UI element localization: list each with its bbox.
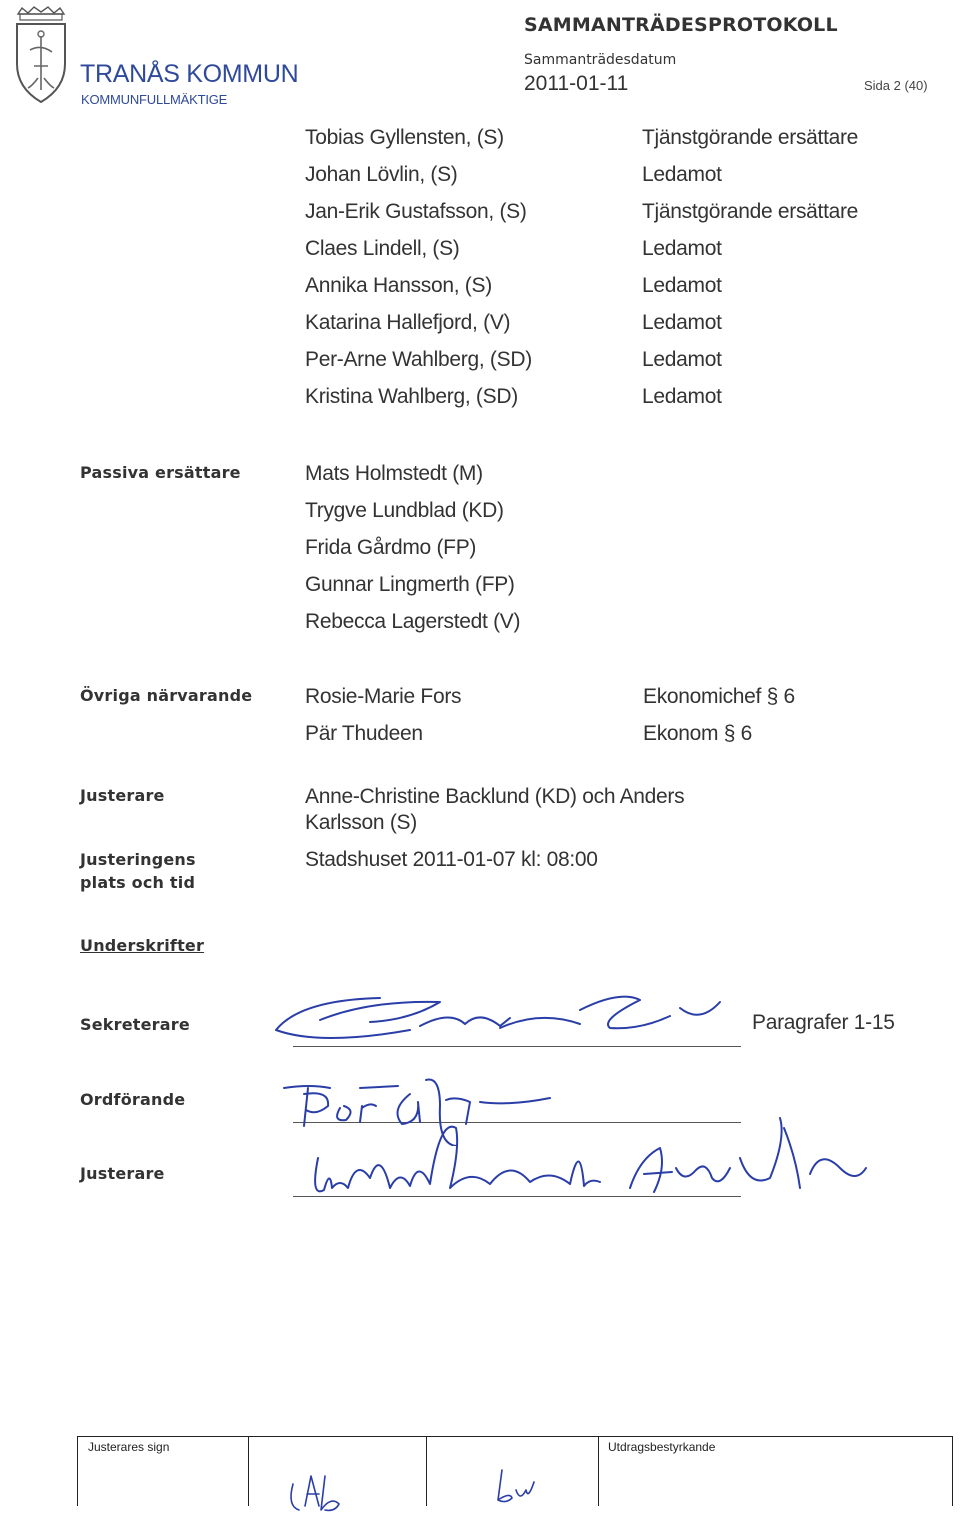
member-role: Tjänstgörande ersättare: [642, 200, 859, 223]
adjustment-place-value: Stadshuset 2011-01-07 kl: 08:00: [305, 848, 598, 871]
other-present-role: Ekonomichef § 6: [643, 685, 795, 708]
passive-substitute-name: Trygve Lundblad (KD): [305, 499, 504, 522]
other-present-role: Ekonom § 6: [643, 722, 753, 745]
municipality-name: TRANÅS KOMMUN: [80, 60, 299, 88]
member-row: [305, 311, 722, 335]
member-row: [305, 200, 859, 224]
member-row: [305, 126, 859, 150]
passive-substitute-name: Mats Holmstedt (M): [305, 462, 483, 485]
member-role: Ledamot: [642, 163, 722, 186]
member-name: Tobias Gyllensten, (S): [305, 126, 504, 149]
adjustment-place-label-line2: plats och tid: [80, 873, 196, 892]
adjusters-label: Justerare: [80, 786, 165, 805]
coat-of-arms-logo: [8, 6, 74, 106]
member-row: [305, 274, 722, 298]
passive-substitute-name: Gunnar Lingmerth (FP): [305, 573, 515, 596]
council-name: KOMMUNFULLMÄKTIGE: [81, 92, 228, 107]
other-present-name: Pär Thudeen: [305, 722, 423, 745]
member-name: Claes Lindell, (S): [305, 237, 460, 260]
secretary-paragraphs-note: Paragrafer 1-15: [752, 1011, 895, 1034]
footer-initials-2: [490, 1462, 550, 1506]
other-present-name: Rosie-Marie Fors: [305, 685, 462, 708]
member-role: Ledamot: [642, 311, 722, 334]
secretary-label: Sekreterare: [80, 1015, 190, 1034]
member-name: Katarina Hallefjord, (V): [305, 311, 511, 334]
passive-substitute-name: Frida Gårdmo (FP): [305, 536, 477, 559]
adjusters-sign-label: Justerares sign: [88, 1440, 170, 1454]
passive-substitutes-label: Passiva ersättare: [80, 463, 241, 482]
adjustment-place-label-line1: Justeringens: [80, 850, 196, 869]
meeting-date: 2011-01-11: [524, 72, 629, 95]
extract-certification-label: Utdragsbestyrkande: [608, 1440, 716, 1454]
member-row: [305, 348, 722, 372]
signatures-heading: Underskrifter: [80, 936, 205, 955]
member-row: [305, 163, 722, 187]
member-name: Kristina Wahlberg, (SD): [305, 385, 518, 408]
chair-label: Ordförande: [80, 1090, 186, 1109]
footer-cell-divider: [426, 1436, 427, 1506]
meeting-date-label: Sammanträdesdatum: [524, 52, 677, 68]
document-type: SAMMANTRÄDESPROTOKOLL: [524, 14, 838, 36]
member-role: Ledamot: [642, 385, 722, 408]
secretary-signature: [260, 980, 730, 1050]
adjusters-names-line1: Anne-Christine Backlund (KD) och Anders: [305, 785, 685, 808]
adjusters-names-line2: Karlsson (S): [305, 811, 417, 834]
member-row: [305, 385, 722, 409]
member-role: Ledamot: [642, 237, 722, 260]
page-number: Sida 2 (40): [864, 78, 928, 93]
adjuster-signatures: [300, 1098, 880, 1208]
footer-cell-divider: [598, 1436, 599, 1506]
member-name: Jan-Erik Gustafsson, (S): [305, 200, 527, 223]
others-present-label: Övriga närvarande: [80, 686, 253, 705]
adjuster-signature-label: Justerare: [80, 1164, 165, 1183]
footer-cell-divider: [248, 1436, 249, 1506]
adjustment-place-label: [80, 848, 196, 894]
member-name: Per-Arne Wahlberg, (SD): [305, 348, 532, 371]
member-name: Johan Lövlin, (S): [305, 163, 458, 186]
member-role: Tjänstgörande ersättare: [642, 126, 859, 149]
footer-initials-1: [285, 1466, 365, 1516]
passive-substitute-name: Rebecca Lagerstedt (V): [305, 610, 521, 633]
member-row: [305, 237, 722, 261]
member-role: Ledamot: [642, 274, 722, 297]
member-name: Annika Hansson, (S): [305, 274, 492, 297]
member-role: Ledamot: [642, 348, 722, 371]
